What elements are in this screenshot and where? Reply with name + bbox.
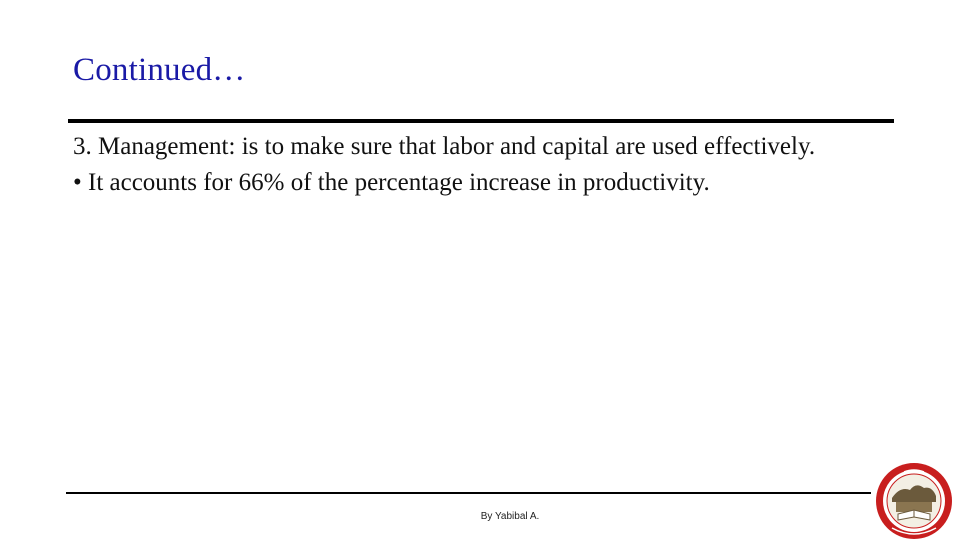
university-seal-logo bbox=[870, 462, 958, 540]
title-divider bbox=[68, 119, 894, 123]
slide-body bbox=[73, 132, 893, 198]
slide-title: Continued… bbox=[73, 52, 246, 88]
management-paragraph: 3. Management: is to make sure that labor and capital are used effectively. bbox=[73, 133, 816, 160]
productivity-bullet: • It accounts for 66% of the percentage increase in productivity. bbox=[73, 169, 710, 196]
footer-divider bbox=[66, 492, 871, 494]
footer-author: By Yabibal A. bbox=[480, 511, 540, 522]
